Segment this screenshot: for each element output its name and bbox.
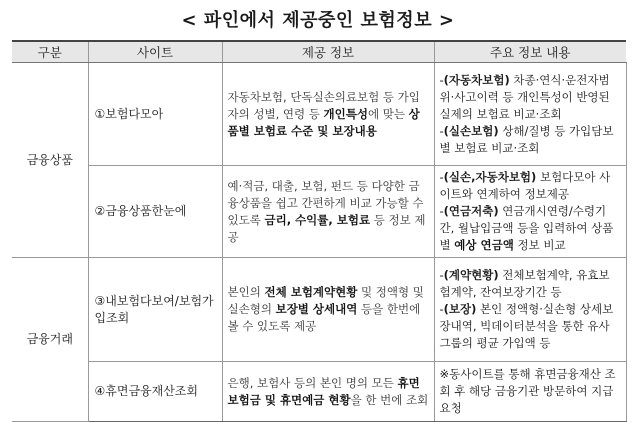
table-row	[12, 166, 626, 258]
provided-info-cell	[222, 362, 434, 422]
main-info-item: -(보장) 본인 정액형·실손형 상세보장내역, 빅데이터분석을 통한 유사그룹의 평균 가입액 등	[439, 302, 614, 350]
header-site: 사이트	[88, 41, 222, 63]
header-main-info: 주요 정보 내용	[434, 41, 626, 63]
provided-info-cell	[222, 63, 434, 166]
site-financial-products-at-a-glance: ②금융상품한눈에	[88, 166, 222, 258]
provided-info-cell	[222, 166, 434, 258]
provided-bold: 금리, 수익률, 보험료	[264, 212, 371, 227]
main-info-item: -(자동차보험) 차종·연식·운전자범위·사고이력 등 개인특성이 반영된 실제의 보험료 비교·조회	[439, 72, 610, 121]
main-info-cell	[434, 362, 626, 422]
provided-text: 에 맞는	[367, 106, 409, 121]
provided-bold: 상품별 보험료 수준 및 보장내용	[227, 106, 420, 138]
table-header-row	[12, 41, 626, 63]
table-row	[12, 63, 626, 166]
provided-text: 예·적금, 대출, 보험, 펀드 등 다양한 금융상품을 쉽고 간편하게 비교 가능할 수 있도록	[227, 178, 424, 227]
provided-text: 등 정보 제공	[227, 212, 426, 244]
site-dormant-assets-lookup: ④휴면금융재산조회	[88, 362, 222, 422]
provided-info-cell	[222, 258, 434, 362]
category-financial-products: 금융상품	[12, 63, 88, 258]
table-row	[12, 362, 626, 422]
header-category: 구분	[12, 41, 88, 63]
provided-text: 등을 한번에 볼 수 있도록 제공	[227, 302, 421, 333]
category-financial-transactions: 금융거래	[12, 258, 88, 422]
site-my-insurance-lookup: ③내보험다보여/보험가입조회	[88, 258, 222, 362]
provided-bold: 휴면보험금 및 휴면예금 현황	[227, 375, 420, 407]
main-info-cell	[434, 258, 626, 362]
provided-bold: 보장별 상세내역	[275, 302, 358, 316]
main-info-item: -(계약현황) 전체보험계약, 유효보험계약, 잔여보장기간 등	[439, 268, 610, 299]
main-info-cell	[434, 63, 626, 166]
main-info-item: ※동사이트를 통해 휴면금융재산 조회 후 해당 금융기관 방문하여 지급 요청	[439, 367, 616, 415]
header-provided-info: 제공 정보	[222, 41, 434, 63]
provided-text: 을 한 번에 조회	[350, 392, 429, 407]
page-title: < 파인에서 제공중인 보험정보 >	[181, 10, 455, 31]
provided-text: 은행, 보험사 등의 본인 명의 모든	[227, 375, 398, 390]
site-insurance-damoa: ①보험다모아	[88, 63, 222, 166]
main-info-item: -(실손보험) 상해/질병 등 가입담보별 보험료 비교·조회	[439, 123, 614, 155]
main-info-cell	[434, 166, 626, 258]
main-info-item: -(연금저축) 연금개시연령/수령기간, 월납입금액 등을 입력하여 상품별 예상 연금액 정보 비교	[439, 204, 614, 252]
provided-text: 자동차보험, 단독실손의료보험 등 가입자의 성별, 연령 등	[227, 89, 420, 121]
main-info-item: -(실손,자동차보험) 보험다모아 사이트와 연계하여 정보제공	[439, 170, 611, 201]
insurance-info-table	[12, 40, 627, 422]
provided-bold: 개인특성	[323, 106, 368, 121]
provided-text: 본인의	[227, 285, 265, 299]
provided-text: 및 정액형 및 실손형의	[227, 285, 424, 316]
provided-bold: 전체 보험계약현황	[264, 285, 358, 299]
table-row	[12, 258, 626, 362]
